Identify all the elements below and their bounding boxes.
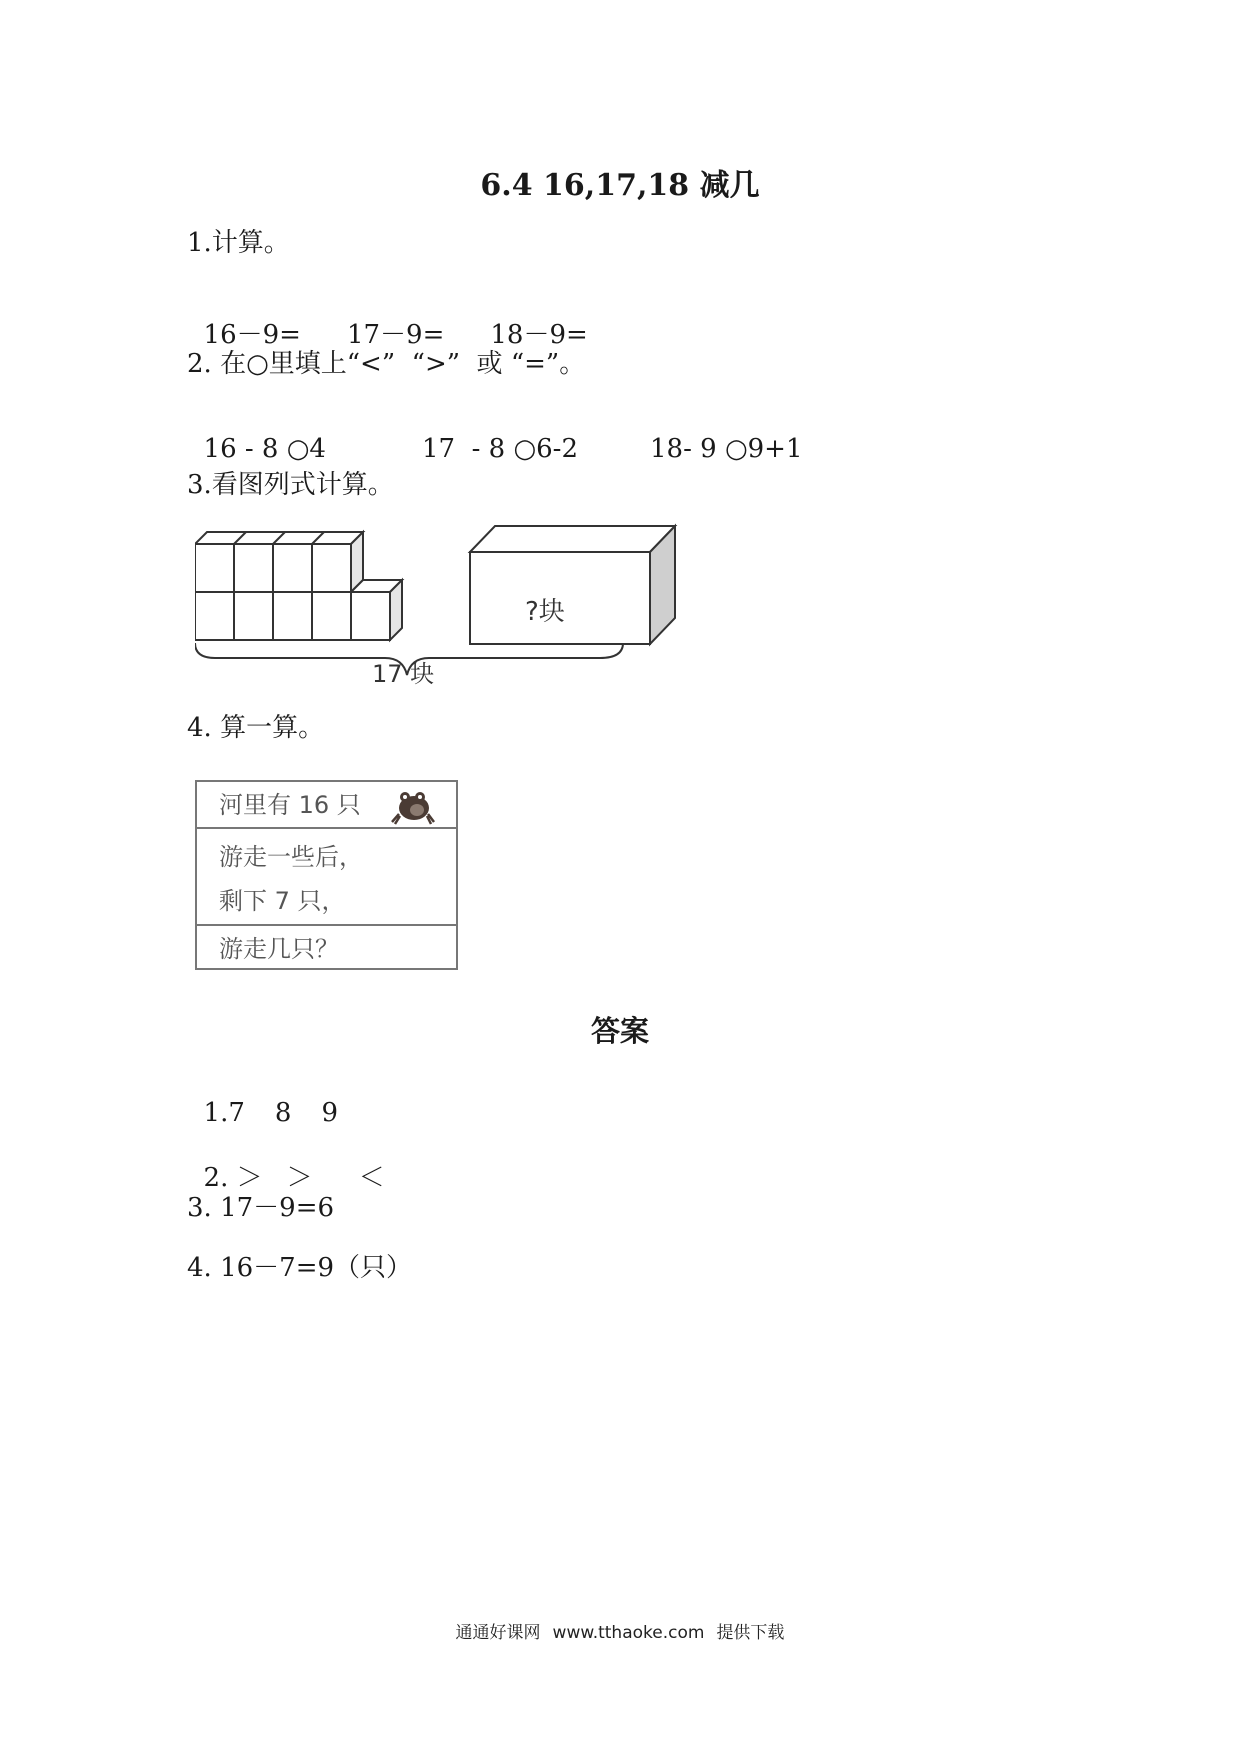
- q1-expression-2: 17－9=: [346, 320, 445, 350]
- footer-suffix: 提供下载: [716, 1623, 785, 1643]
- cube-stack: [195, 532, 402, 640]
- answer-1-b: 8: [274, 1098, 292, 1128]
- answer-title: 答案: [590, 1014, 649, 1048]
- answer-1-a: 1.7: [203, 1098, 245, 1128]
- answer-1: [187, 1068, 338, 1128]
- frog-icon: [390, 786, 436, 826]
- answer-4: 4. 16－7=9（只）: [187, 1253, 413, 1283]
- question-3-heading: 3.看图列式计算。: [187, 470, 394, 500]
- answer-1-c: 9: [321, 1098, 338, 1128]
- story-line-1-text: 河里有 16 只: [219, 791, 361, 819]
- total-label: 17 块: [372, 660, 435, 688]
- answer-2: [187, 1127, 385, 1194]
- footer-site: 通通好课网: [455, 1623, 541, 1643]
- story-line-4: 游走几只？: [197, 924, 456, 970]
- question-1-expressions: [187, 284, 588, 351]
- big-box: [470, 526, 675, 644]
- answer-3: 3. 17－9=6: [187, 1193, 335, 1223]
- question-2-expressions: [187, 404, 803, 464]
- footer: [0, 1618, 1240, 1643]
- q2-expression-1: 16 - 8 ○4: [203, 434, 326, 464]
- story-line-1: [197, 782, 456, 829]
- q1-expression-3: 18－9=: [490, 320, 588, 350]
- q1-expression-1: 16－9=: [203, 320, 301, 350]
- q2-expression-2: 17 - 8 ○6-2: [421, 434, 578, 464]
- story-line-3: 剩下 7 只，: [219, 887, 346, 915]
- box-label: ?块: [525, 597, 565, 627]
- blocks-figure: [195, 520, 685, 695]
- answer-2-c: ＜: [358, 1163, 385, 1193]
- q2-expression-3: 18- 9 ○9+1: [650, 434, 803, 464]
- question-1-heading: 1.计算。: [187, 228, 290, 258]
- question-2-heading: 2. 在○里填上“<” “>” 或 “=”。: [187, 349, 586, 379]
- page-title: 6.4 16,17,18 减几: [480, 168, 760, 203]
- answer-2-b: ＞: [286, 1163, 313, 1193]
- footer-url[interactable]: www.tthaoke.com: [552, 1623, 705, 1643]
- answer-2-a: 2. ＞: [203, 1163, 263, 1193]
- question-4-heading: 4. 算一算。: [187, 713, 325, 743]
- word-problem-box: [195, 780, 458, 970]
- story-line-2: 游走一些后，: [219, 843, 363, 871]
